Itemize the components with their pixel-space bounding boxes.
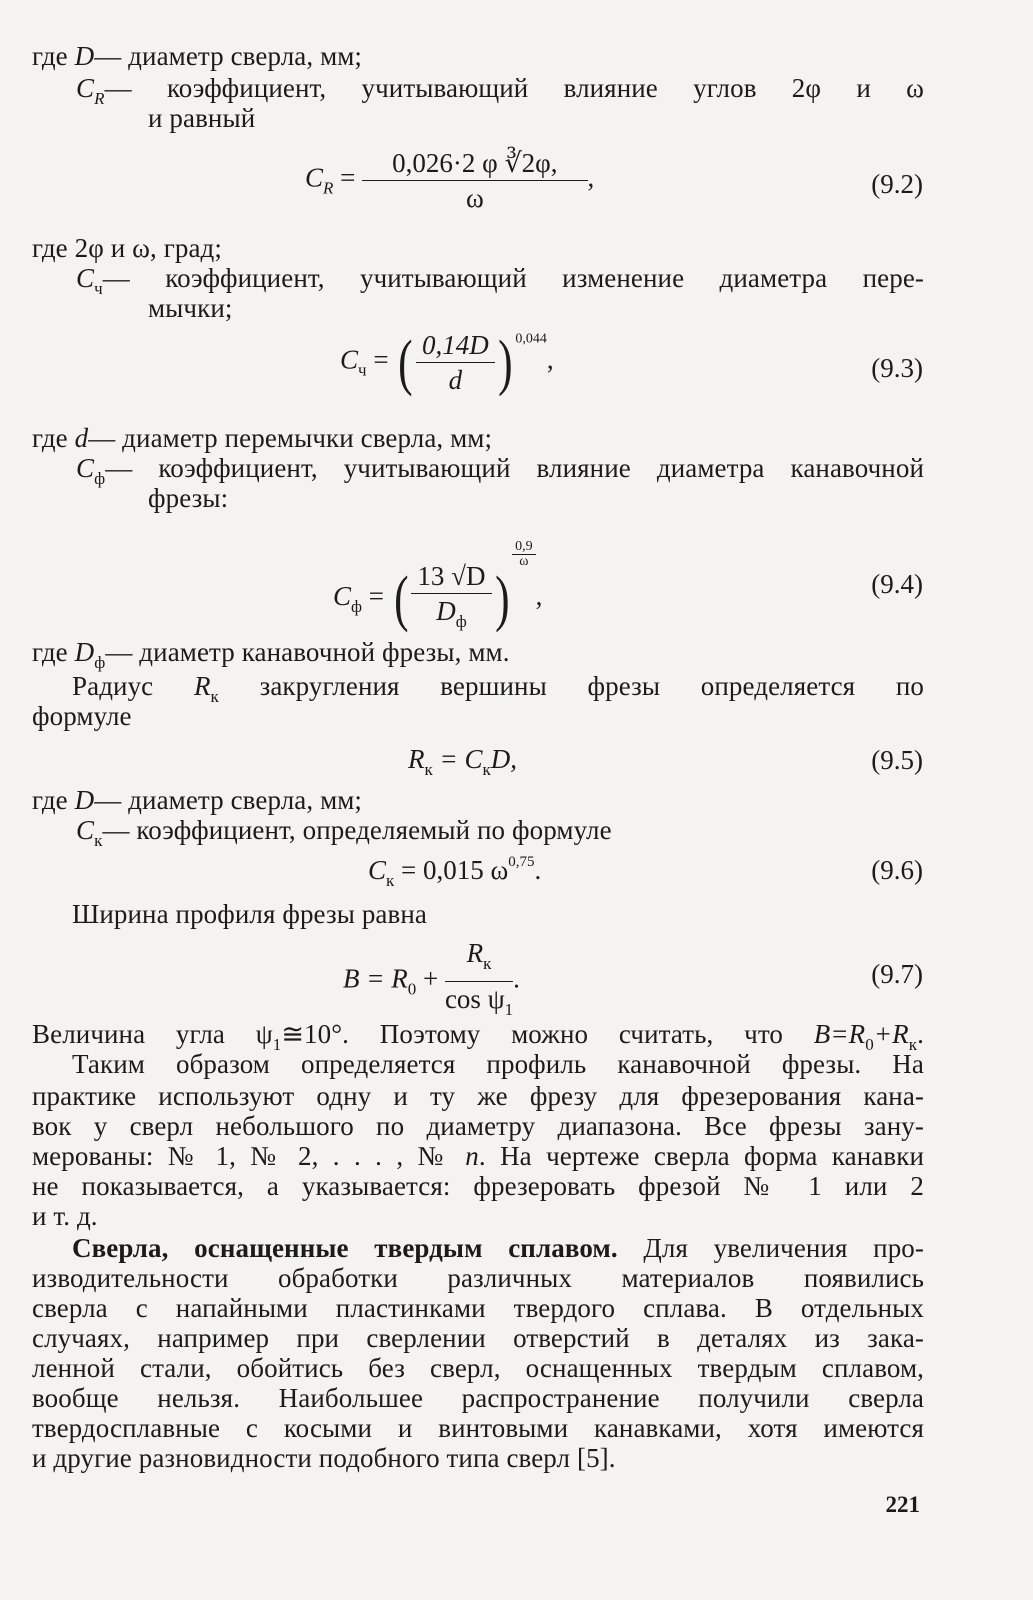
paragraph-carbide — [72, 1232, 924, 1264]
eq-sign: = — [366, 344, 396, 375]
var-d: d — [74, 423, 89, 453]
paragraph-carbide-line: твердосплавные с косыми и винтовыми канавками, хотя имеются — [32, 1413, 924, 1443]
fraction — [362, 148, 587, 213]
word-gde: где — [32, 785, 68, 815]
eq-part: D, — [490, 744, 518, 774]
text: ≅10°. Поэтому можно считать, что — [281, 1019, 783, 1049]
equation-number: (9.4) — [871, 569, 923, 599]
paragraph-profile-line: не показывается, а указывается: фрезеровать фрезой № 1 или 2 — [32, 1171, 924, 1201]
formula: +R — [873, 1019, 909, 1049]
paren-close: ) — [497, 328, 513, 397]
paragraph-profile-line: и т. д. — [32, 1201, 98, 1231]
definition-text: где 2φ и ω, град; — [32, 233, 223, 263]
denominator-sub: 1 — [504, 1000, 514, 1019]
eq-sub: к — [482, 760, 491, 779]
text: мерованы: № 1, № 2, . . . , № — [32, 1141, 451, 1171]
paragraph-profile-line — [32, 1140, 924, 1172]
sub-k: к — [210, 687, 219, 706]
definition-text: мычки; — [148, 293, 233, 323]
definition-text: — диаметр перемычки сверла, мм; — [88, 423, 493, 453]
eq-sub: к — [424, 760, 433, 779]
paragraph-profile-line: Таким образом определяется профиль канавочной фрезы. На — [72, 1049, 924, 1079]
section-heading: Сверла, оснащенные твердым сплавом. — [72, 1233, 618, 1263]
var-n: n — [465, 1141, 479, 1171]
eq-lhs-sub: ф — [351, 597, 363, 616]
exponent-num: 0,9 — [512, 540, 536, 555]
paragraph-carbide-line: ленной стали, обойтись без сверл, оснащенных твердым сплавом, — [32, 1353, 924, 1383]
text: . На чертеже сверла форма канавки — [478, 1141, 924, 1171]
definition-D-2 — [32, 784, 362, 816]
eq-tail: , — [535, 581, 543, 611]
definition-text: фрезы: — [148, 483, 229, 513]
sub-f: ф — [94, 653, 106, 672]
eq-lhs: C — [305, 162, 324, 193]
eq-sign: = — [333, 162, 363, 193]
sub-R: R — [94, 89, 105, 108]
denominator: d — [448, 365, 463, 395]
definition-text: — коэффициент, учитывающий влияние углов 2φ и ω — [104, 73, 924, 103]
numerator-sub: к — [483, 954, 492, 973]
eq-tail: . — [534, 855, 542, 885]
word-gde: где — [32, 423, 68, 453]
sub-1: 1 — [272, 1035, 282, 1054]
var-D: D — [74, 41, 95, 71]
eq-lhs-sub: ч — [358, 360, 367, 380]
paren-open: ( — [398, 328, 413, 397]
text: Радиус — [72, 671, 154, 701]
definition-continuation — [148, 102, 255, 134]
paragraph-width — [72, 898, 427, 930]
denominator: ω — [465, 183, 484, 213]
var-D: D — [74, 637, 95, 667]
paragraph-carbide-line: изводительности обработки различных материалов появились — [32, 1263, 924, 1293]
definition-D — [32, 40, 362, 72]
paren-open: ( — [393, 564, 409, 633]
word-gde: где — [32, 41, 68, 71]
text: формуле — [32, 701, 132, 731]
fraction — [411, 561, 491, 637]
definition-text: — диаметр канавочной фрезы, мм. — [105, 637, 510, 667]
eq-part: R — [408, 744, 425, 774]
eq-rhs: = 0,015 ω — [394, 855, 509, 885]
page-number: 221 — [885, 1492, 920, 1517]
text: закругления вершины фрезы определяется по — [259, 671, 924, 701]
var-D: D — [74, 785, 95, 815]
paragraph-radius-cont — [32, 700, 132, 732]
eq-tail: , — [587, 162, 595, 193]
definition-text: и равный — [148, 103, 256, 133]
text: Ширина профиля фрезы равна — [72, 899, 427, 929]
var-C: C — [76, 815, 95, 845]
definition-text: — диаметр сверла, мм; — [94, 41, 363, 71]
paragraph-carbide-line: случаях, например при сверлении отверстий в деталях из зака- — [32, 1323, 924, 1353]
definition-text: — коэффициент, учитывающий изменение диаметра пере- — [102, 263, 924, 293]
paragraph-profile-line: вок у сверл небольшого по диаметру диапазона. Все фрезы зану- — [32, 1111, 924, 1141]
fraction — [416, 330, 495, 395]
sub-0: 0 — [865, 1035, 874, 1054]
sub-k: к — [908, 1035, 918, 1054]
equation-9-7 — [343, 938, 520, 1025]
fraction — [445, 938, 513, 1025]
numerator — [445, 938, 513, 982]
denominator — [411, 594, 491, 637]
paragraph-profile-line: практике используют одну и ту же фрезу для фрезерования кана- — [32, 1081, 924, 1111]
equation-number: (9.5) — [871, 745, 923, 775]
var-C: C — [76, 453, 95, 483]
exponent-den: ω — [519, 554, 529, 569]
definition-d — [32, 422, 492, 454]
paragraph-radius — [72, 670, 924, 713]
paren-close: ) — [494, 564, 510, 633]
equation-9-3 — [340, 330, 554, 395]
numerator: 0,026·2 φ ∛2φ, — [362, 148, 587, 181]
equation-9-5 — [408, 744, 517, 780]
eq-sign: = — [362, 581, 391, 611]
eq-lhs-sub: к — [386, 871, 395, 890]
var-R: R — [193, 671, 211, 701]
paragraph-carbide-line: вообще нельзя. Наибольшее распространение получили сверла — [32, 1383, 924, 1413]
paragraph-carbide-line: сверла с напайными пластинками твердого сплава. В отдельных — [32, 1293, 924, 1323]
sub-k: к — [94, 831, 103, 850]
sub-f: ф — [94, 469, 106, 488]
var-C: C — [76, 263, 95, 293]
eq-lhs: C — [340, 344, 359, 375]
eq-tail: , — [546, 344, 554, 375]
definition-text: — диаметр сверла, мм; — [94, 785, 363, 815]
equation-9-6 — [368, 854, 541, 891]
exponent-fraction — [512, 540, 536, 569]
eq-lhs-sub: 0 — [407, 979, 417, 999]
equation-number: (9.2) — [871, 169, 923, 199]
denominator-var: D — [436, 595, 456, 626]
text: Величина угла ψ — [32, 1019, 273, 1049]
equation-number: (9.3) — [871, 353, 923, 383]
formula: B=R — [813, 1019, 866, 1049]
definition-text: — коэффициент, учитывающий влияние диаметра канавочной — [105, 453, 924, 483]
exponent: 0,044 — [515, 331, 547, 347]
eq-plus: + — [416, 963, 445, 994]
definition-Ck — [76, 814, 612, 857]
equation-number: (9.7) — [871, 959, 923, 989]
text: . — [917, 1019, 924, 1049]
eq-tail: . — [513, 963, 520, 994]
eq-lhs-sub: R — [323, 178, 334, 198]
numerator-var: R — [466, 938, 484, 968]
exponent: 0,75 — [508, 854, 535, 870]
definition-continuation — [148, 482, 228, 514]
numerator: 0,14D — [416, 330, 495, 363]
equation-9-4 — [333, 540, 542, 637]
definition-text: — коэффициент, определяемый по формуле — [102, 815, 612, 845]
eq-lhs: B = R — [343, 963, 408, 994]
eq-part: = C — [432, 744, 483, 774]
text: Для увеличения про- — [643, 1233, 924, 1263]
numerator: 13 √D — [411, 561, 491, 594]
var-C: C — [76, 73, 95, 103]
units-line — [32, 232, 222, 264]
denominator-text: cos ψ — [444, 984, 505, 1014]
eq-lhs: C — [368, 855, 387, 885]
paragraph-carbide-line: и другие разновидности подобного типа сверл [5]. — [32, 1443, 616, 1473]
equation-9-2 — [305, 148, 594, 213]
equation-number: (9.6) — [871, 855, 923, 885]
sub-ch: ч — [94, 279, 103, 298]
eq-lhs: C — [333, 581, 352, 611]
definition-continuation — [148, 292, 232, 324]
denominator-sub: ф — [455, 611, 467, 631]
word-gde: где — [32, 637, 68, 667]
